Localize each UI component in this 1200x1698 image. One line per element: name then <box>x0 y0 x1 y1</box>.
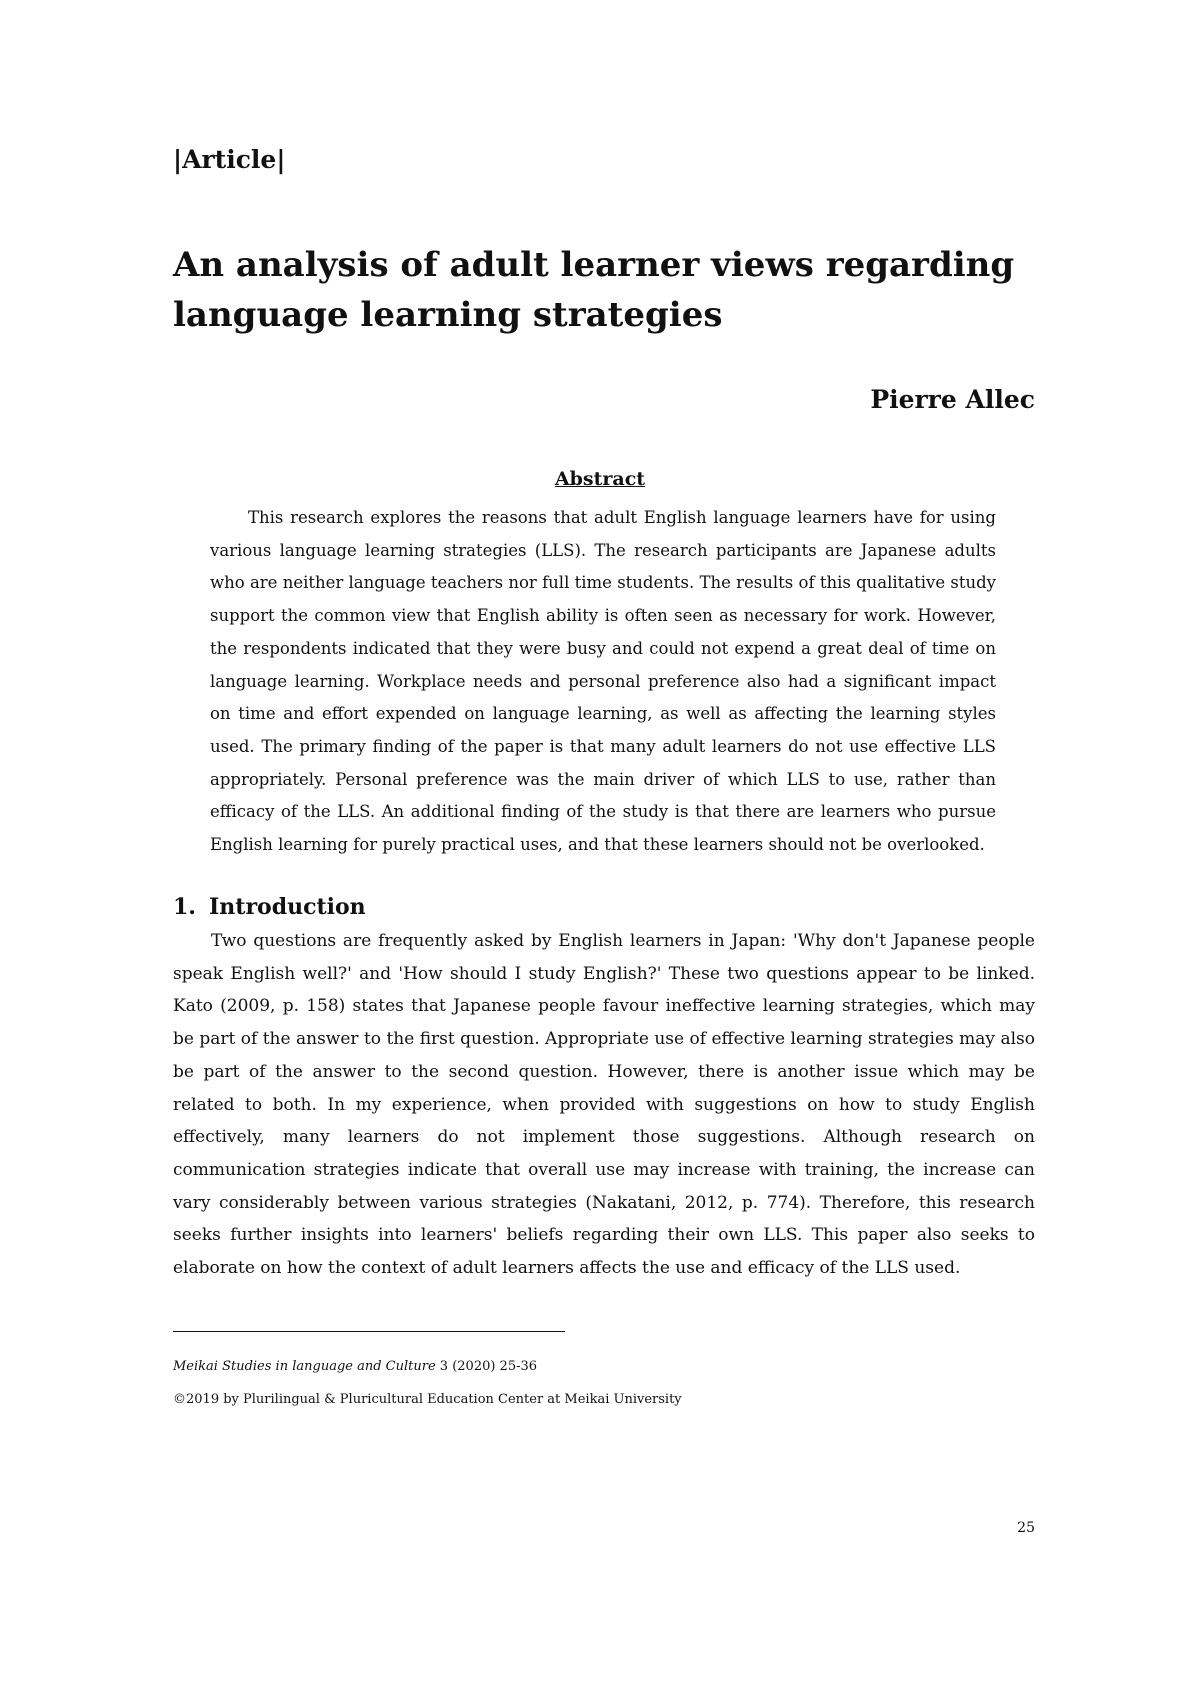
section-number: 1. <box>173 894 196 920</box>
journal-citation <box>173 1357 537 1377</box>
copyright-notice: ©2019 by Plurilingual & Pluricultural Education Center at Meikai University <box>173 1392 682 1407</box>
journal-name: Meikai Studies in language and Culture <box>173 1359 436 1374</box>
page-number: 25 <box>1017 1520 1035 1536</box>
section-heading-introduction <box>173 891 366 923</box>
footnote-divider <box>173 1331 565 1332</box>
author-name: Pierre Allec <box>870 385 1035 414</box>
section-title: Introduction <box>209 894 366 920</box>
abstract-heading: Abstract <box>554 468 646 490</box>
journal-details: 3 (2020) 25-36 <box>439 1359 538 1374</box>
article-label: |Article| <box>173 145 286 174</box>
abstract-text: This research explores the reasons that adult English language learners have for using various language learning strategies (LLS). The research participants are Japanese adults who are neither language teachers nor full time students. The results of this qualitative study support the common view that English ability is often seen as necessary for work. However, the respondents indicated that they were busy and could not expend a great deal of time on language learning. Workplace needs and personal preference also had a significant impact on time and effort expended on language learning, as well as affecting the learning styles used. The primary finding of the paper is that many adult learners do not use effective LLS appropriately. Personal preference was the main driver of which LLS to use, rather than efficacy of the LLS. An additional finding of the study is that there are learners who pursue English learning for purely practical uses, and that these learners should not be overlooked. <box>210 508 996 855</box>
introduction-text: Two questions are frequently asked by English learners in Japan: 'Why don't Japanese people speak English well?' and 'How should I study English?' These two questions appear to be linked. Kato (2009, p. 158) states that Japanese people favour ineffective learning strategies, which may be part of the answer to the first question. Appropriate use of effective learning strategies may also be part of the answer to the second question. However, there is another issue which may be related to both. In my experience, when provided with suggestions on how to study English effectively, many learners do not implement those suggestions. Although research on communication strategies indicate that overall use may increase with training, the increase can vary considerably between various strategies (Nakatani, 2012, p. 774). Therefore, this research seeks further insights into learners' beliefs regarding their own LLS. This paper also seeks to elaborate on how the context of adult learners affects the use and efficacy of the LLS used. <box>173 931 1035 1279</box>
article-title: An analysis of adult learner views regarding language learning strategies <box>173 245 1015 335</box>
